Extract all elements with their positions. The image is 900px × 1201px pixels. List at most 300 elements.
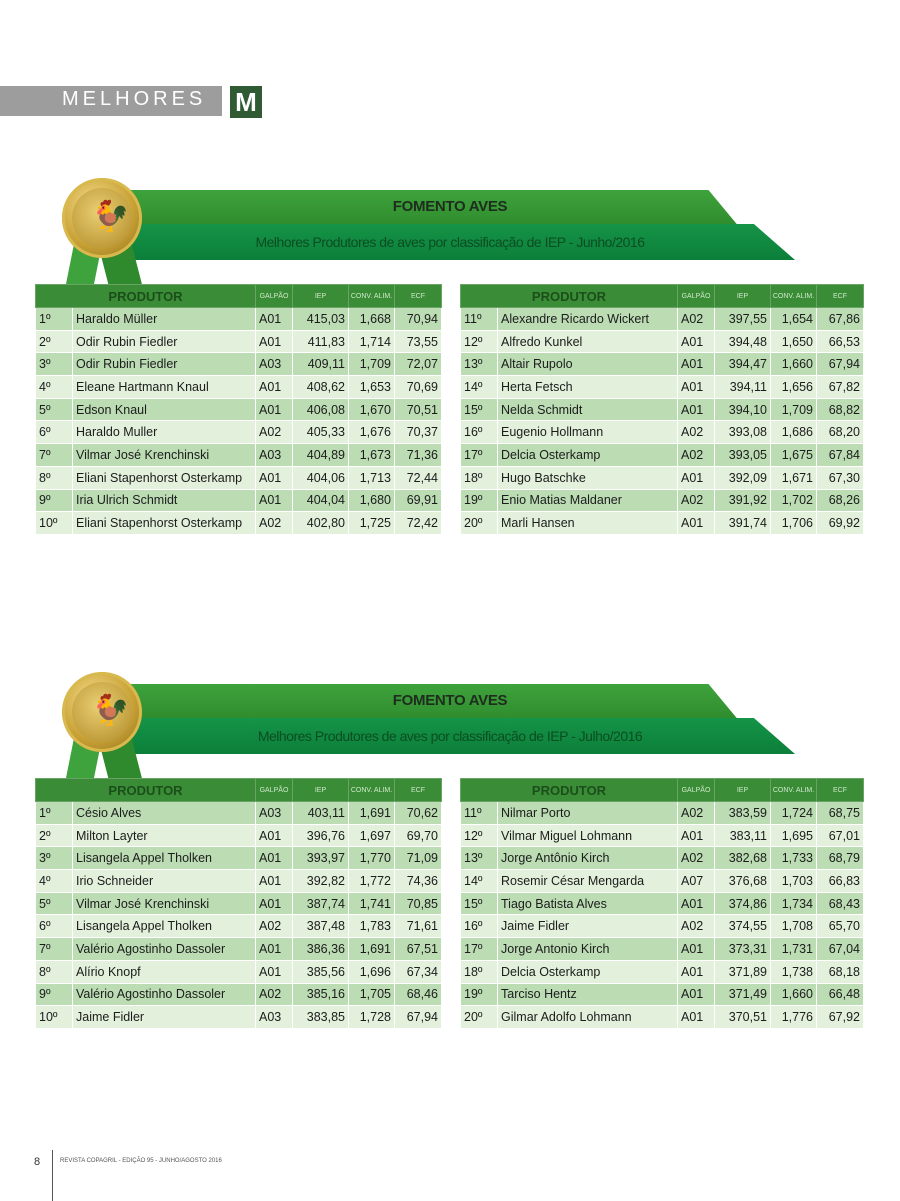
producer-cell: Haraldo Muller (73, 421, 256, 444)
iep-cell: 391,92 (715, 489, 771, 512)
table-row (36, 870, 442, 893)
iep-cell: 394,10 (715, 398, 771, 421)
ecf-cell: 70,85 (395, 892, 442, 915)
ecf-cell: 71,61 (395, 915, 442, 938)
galpao-cell: A02 (678, 444, 715, 467)
producer-cell: Iria Ulrich Schmidt (73, 489, 256, 512)
ecf-cell: 67,94 (395, 1006, 442, 1029)
table-row (461, 983, 864, 1006)
rank-cell: 5º (36, 398, 73, 421)
conv-cell: 1,671 (771, 466, 817, 489)
rank-cell: 1º (36, 308, 73, 331)
producer-cell: Vilmar José Krenchinski (73, 444, 256, 467)
table-row (36, 308, 442, 331)
table-row (461, 421, 864, 444)
iep-cell: 411,83 (293, 330, 349, 353)
galpao-cell: A02 (256, 983, 293, 1006)
ecf-cell: 74,36 (395, 870, 442, 893)
rank-cell: 20º (461, 512, 498, 535)
galpao-cell: A01 (678, 512, 715, 535)
iep-cell: 386,36 (293, 938, 349, 961)
galpao-cell: A01 (256, 489, 293, 512)
header-galp-o: GALPÃO (678, 779, 715, 802)
rank-cell: 7º (36, 938, 73, 961)
ecf-cell: 68,18 (817, 960, 864, 983)
header-ecf: ECF (817, 779, 864, 802)
producer-cell: Odir Rubin Fiedler (73, 353, 256, 376)
table-row (461, 960, 864, 983)
producer-cell: Odir Rubin Fiedler (73, 330, 256, 353)
rank-cell: 14º (461, 870, 498, 893)
producer-cell: Valério Agostinho Dassoler (73, 983, 256, 1006)
galpao-cell: A01 (678, 824, 715, 847)
ecf-cell: 71,36 (395, 444, 442, 467)
galpao-cell: A02 (256, 915, 293, 938)
producer-cell: Edson Knaul (73, 398, 256, 421)
page-number: 8 (34, 1156, 41, 1168)
ranking-block-july (0, 666, 900, 1046)
rank-cell: 18º (461, 960, 498, 983)
galpao-cell: A01 (678, 938, 715, 961)
iep-cell: 392,09 (715, 466, 771, 489)
galpao-cell: A03 (256, 1006, 293, 1029)
conv-cell: 1,770 (349, 847, 395, 870)
producer-cell: Jaime Fidler (73, 1006, 256, 1029)
conv-cell: 1,772 (349, 870, 395, 893)
rank-cell: 6º (36, 421, 73, 444)
iep-cell: 385,56 (293, 960, 349, 983)
rank-cell: 4º (36, 376, 73, 399)
galpao-cell: A01 (256, 870, 293, 893)
conv-cell: 1,708 (771, 915, 817, 938)
producer-cell: Marli Hansen (498, 512, 678, 535)
ranking-block-june (0, 172, 900, 552)
header-iep: IEP (293, 285, 349, 308)
iep-cell: 404,06 (293, 466, 349, 489)
table-row (36, 376, 442, 399)
header-iep: IEP (715, 779, 771, 802)
table-row (36, 512, 442, 535)
rank-cell: 8º (36, 960, 73, 983)
rank-cell: 4º (36, 870, 73, 893)
table-row (36, 824, 442, 847)
table-row (461, 802, 864, 825)
producer-cell: Césio Alves (73, 802, 256, 825)
ranking-table-right (460, 778, 864, 1029)
table-row (461, 824, 864, 847)
table-row (461, 892, 864, 915)
producer-cell: Tarciso Hentz (498, 983, 678, 1006)
ecf-cell: 66,48 (817, 983, 864, 1006)
rank-cell: 9º (36, 983, 73, 1006)
iep-cell: 394,11 (715, 376, 771, 399)
galpao-cell: A01 (256, 938, 293, 961)
conv-cell: 1,656 (771, 376, 817, 399)
rank-cell: 19º (461, 489, 498, 512)
conv-cell: 1,680 (349, 489, 395, 512)
rank-cell: 13º (461, 847, 498, 870)
galpao-cell: A03 (256, 802, 293, 825)
conv-cell: 1,705 (349, 983, 395, 1006)
producer-cell: Eugenio Hollmann (498, 421, 678, 444)
table-row (461, 330, 864, 353)
iep-cell: 374,55 (715, 915, 771, 938)
conv-cell: 1,783 (349, 915, 395, 938)
ecf-cell: 70,94 (395, 308, 442, 331)
iep-cell: 415,03 (293, 308, 349, 331)
producer-cell: Eleane Hartmann Knaul (73, 376, 256, 399)
iep-cell: 403,11 (293, 802, 349, 825)
conv-cell: 1,670 (349, 398, 395, 421)
iep-cell: 391,74 (715, 512, 771, 535)
iep-cell: 383,85 (293, 1006, 349, 1029)
rank-cell: 15º (461, 398, 498, 421)
iep-cell: 376,68 (715, 870, 771, 893)
rank-cell: 11º (461, 308, 498, 331)
galpao-cell: A01 (256, 376, 293, 399)
table-row (36, 489, 442, 512)
iep-cell: 392,82 (293, 870, 349, 893)
iep-cell: 371,89 (715, 960, 771, 983)
producer-cell: Enio Matias Maldaner (498, 489, 678, 512)
conv-cell: 1,702 (771, 489, 817, 512)
header-ecf: ECF (395, 779, 442, 802)
producer-cell: Nilmar Porto (498, 802, 678, 825)
table-row (461, 489, 864, 512)
header-galp-o: GALPÃO (256, 285, 293, 308)
iep-cell: 387,48 (293, 915, 349, 938)
section-label: MELHORES (62, 88, 207, 110)
ecf-cell: 68,82 (817, 398, 864, 421)
producer-cell: Vilmar Miguel Lohmann (498, 824, 678, 847)
ecf-cell: 66,53 (817, 330, 864, 353)
table-row (461, 398, 864, 421)
conv-cell: 1,676 (349, 421, 395, 444)
ecf-cell: 67,86 (817, 308, 864, 331)
producer-cell: Milton Layter (73, 824, 256, 847)
rank-cell: 19º (461, 983, 498, 1006)
ecf-cell: 66,83 (817, 870, 864, 893)
galpao-cell: A02 (678, 308, 715, 331)
iep-cell: 404,04 (293, 489, 349, 512)
conv-cell: 1,709 (349, 353, 395, 376)
header-ecf: ECF (395, 285, 442, 308)
conv-cell: 1,668 (349, 308, 395, 331)
rank-cell: 18º (461, 466, 498, 489)
galpao-cell: A01 (256, 847, 293, 870)
conv-cell: 1,734 (771, 892, 817, 915)
producer-cell: Jorge Antônio Kirch (498, 847, 678, 870)
ranking-table-right (460, 284, 864, 535)
table-row (461, 1006, 864, 1029)
table-row (461, 376, 864, 399)
ecf-cell: 68,20 (817, 421, 864, 444)
producer-cell: Vilmar José Krenchinski (73, 892, 256, 915)
rank-cell: 11º (461, 802, 498, 825)
galpao-cell: A01 (678, 466, 715, 489)
ecf-cell: 65,70 (817, 915, 864, 938)
conv-cell: 1,691 (349, 938, 395, 961)
ecf-cell: 70,62 (395, 802, 442, 825)
galpao-cell: A02 (678, 421, 715, 444)
header-produtor: PRODUTOR (461, 285, 678, 308)
iep-cell: 370,51 (715, 1006, 771, 1029)
ranking-table-left (35, 284, 442, 535)
conv-cell: 1,741 (349, 892, 395, 915)
table-row (461, 308, 864, 331)
table-row (36, 1006, 442, 1029)
iep-cell: 406,08 (293, 398, 349, 421)
conv-cell: 1,713 (349, 466, 395, 489)
galpao-cell: A01 (678, 1006, 715, 1029)
galpao-cell: A02 (678, 489, 715, 512)
galpao-cell: A07 (678, 870, 715, 893)
ecf-cell: 67,30 (817, 466, 864, 489)
rank-cell: 7º (36, 444, 73, 467)
header-produtor: PRODUTOR (36, 779, 256, 802)
rank-cell: 5º (36, 892, 73, 915)
iep-cell: 371,49 (715, 983, 771, 1006)
rank-cell: 2º (36, 330, 73, 353)
iep-cell: 393,97 (293, 847, 349, 870)
table-row (461, 915, 864, 938)
header-produtor: PRODUTOR (36, 285, 256, 308)
conv-cell: 1,650 (771, 330, 817, 353)
rank-cell: 3º (36, 847, 73, 870)
ecf-cell: 68,46 (395, 983, 442, 1006)
producer-cell: Irio Schneider (73, 870, 256, 893)
galpao-cell: A02 (678, 802, 715, 825)
table-row (36, 983, 442, 1006)
producer-cell: Jorge Antonio Kirch (498, 938, 678, 961)
section-badge: M (230, 86, 262, 118)
producer-cell: Jaime Fidler (498, 915, 678, 938)
galpao-cell: A01 (678, 960, 715, 983)
iep-cell: 408,62 (293, 376, 349, 399)
rooster-medal-icon (62, 178, 142, 258)
rank-cell: 12º (461, 330, 498, 353)
iep-cell: 383,11 (715, 824, 771, 847)
rank-cell: 20º (461, 1006, 498, 1029)
ecf-cell: 72,44 (395, 466, 442, 489)
galpao-cell: A01 (678, 330, 715, 353)
conv-cell: 1,697 (349, 824, 395, 847)
iep-cell: 385,16 (293, 983, 349, 1006)
ecf-cell: 67,34 (395, 960, 442, 983)
iep-cell: 402,80 (293, 512, 349, 535)
ecf-cell: 67,92 (817, 1006, 864, 1029)
header-iep: IEP (715, 285, 771, 308)
block-title: FOMENTO AVES (392, 692, 508, 709)
producer-cell: Haraldo Müller (73, 308, 256, 331)
rank-cell: 10º (36, 1006, 73, 1029)
table-row (36, 938, 442, 961)
table-row (461, 847, 864, 870)
producer-cell: Eliani Stapenhorst Osterkamp (73, 466, 256, 489)
iep-cell: 373,31 (715, 938, 771, 961)
rank-cell: 17º (461, 938, 498, 961)
conv-cell: 1,673 (349, 444, 395, 467)
iep-cell: 383,59 (715, 802, 771, 825)
producer-cell: Herta Fetsch (498, 376, 678, 399)
ecf-cell: 69,92 (817, 512, 864, 535)
conv-cell: 1,653 (349, 376, 395, 399)
producer-cell: Valério Agostinho Dassoler (73, 938, 256, 961)
ranking-table-left (35, 778, 442, 1029)
ecf-cell: 68,75 (817, 802, 864, 825)
ecf-cell: 73,55 (395, 330, 442, 353)
conv-cell: 1,675 (771, 444, 817, 467)
header-ecf: ECF (817, 285, 864, 308)
rank-cell: 12º (461, 824, 498, 847)
conv-cell: 1,731 (771, 938, 817, 961)
conv-cell: 1,725 (349, 512, 395, 535)
table-row (36, 892, 442, 915)
ecf-cell: 70,51 (395, 398, 442, 421)
footer-divider (52, 1150, 53, 1201)
producer-cell: Hugo Batschke (498, 466, 678, 489)
table-row (36, 802, 442, 825)
rank-cell: 16º (461, 915, 498, 938)
rooster-icon: 🐓 (92, 694, 130, 727)
ecf-cell: 69,91 (395, 489, 442, 512)
iep-cell: 394,47 (715, 353, 771, 376)
header-galp-o: GALPÃO (678, 285, 715, 308)
conv-cell: 1,660 (771, 353, 817, 376)
galpao-cell: A01 (256, 824, 293, 847)
iep-cell: 397,55 (715, 308, 771, 331)
producer-cell: Gilmar Adolfo Lohmann (498, 1006, 678, 1029)
galpao-cell: A01 (256, 308, 293, 331)
rank-cell: 2º (36, 824, 73, 847)
producer-cell: Nelda Schmidt (498, 398, 678, 421)
galpao-cell: A01 (256, 892, 293, 915)
ecf-cell: 67,84 (817, 444, 864, 467)
conv-cell: 1,703 (771, 870, 817, 893)
rooster-icon: 🐓 (92, 200, 130, 233)
producer-cell: Tiago Batista Alves (498, 892, 678, 915)
rank-cell: 1º (36, 802, 73, 825)
table-row (461, 512, 864, 535)
galpao-cell: A01 (678, 398, 715, 421)
producer-cell: Lisangela Appel Tholken (73, 915, 256, 938)
conv-cell: 1,724 (771, 802, 817, 825)
rank-cell: 13º (461, 353, 498, 376)
ecf-cell: 70,37 (395, 421, 442, 444)
galpao-cell: A01 (256, 960, 293, 983)
table-row (36, 847, 442, 870)
conv-cell: 1,654 (771, 308, 817, 331)
producer-cell: Eliani Stapenhorst Osterkamp (73, 512, 256, 535)
rank-cell: 3º (36, 353, 73, 376)
iep-cell: 393,08 (715, 421, 771, 444)
conv-cell: 1,776 (771, 1006, 817, 1029)
rooster-medal-icon (62, 672, 142, 752)
ecf-cell: 67,51 (395, 938, 442, 961)
table-row (36, 960, 442, 983)
ecf-cell: 72,07 (395, 353, 442, 376)
galpao-cell: A02 (256, 512, 293, 535)
conv-cell: 1,691 (349, 802, 395, 825)
conv-cell: 1,696 (349, 960, 395, 983)
galpao-cell: A01 (256, 466, 293, 489)
header-conv-alim-: CONV. ALIM. (771, 779, 817, 802)
galpao-cell: A01 (678, 376, 715, 399)
producer-cell: Altair Rupolo (498, 353, 678, 376)
galpao-cell: A01 (256, 398, 293, 421)
table-row (36, 330, 442, 353)
ecf-cell: 68,79 (817, 847, 864, 870)
table-row (36, 421, 442, 444)
ecf-cell: 67,04 (817, 938, 864, 961)
rank-cell: 14º (461, 376, 498, 399)
rank-cell: 8º (36, 466, 73, 489)
galpao-cell: A02 (678, 847, 715, 870)
rank-cell: 6º (36, 915, 73, 938)
ecf-cell: 68,43 (817, 892, 864, 915)
iep-cell: 409,11 (293, 353, 349, 376)
rank-cell: 9º (36, 489, 73, 512)
galpao-cell: A01 (678, 983, 715, 1006)
footer-text: REVISTA COPAGRIL - EDIÇÃO 95 - JUNHO/AGOSTO 2016 (60, 1158, 222, 1164)
producer-cell: Rosemir César Mengarda (498, 870, 678, 893)
rank-cell: 15º (461, 892, 498, 915)
galpao-cell: A01 (678, 892, 715, 915)
table-row (36, 444, 442, 467)
conv-cell: 1,728 (349, 1006, 395, 1029)
ecf-cell: 67,01 (817, 824, 864, 847)
ecf-cell: 69,70 (395, 824, 442, 847)
conv-cell: 1,706 (771, 512, 817, 535)
table-row (461, 938, 864, 961)
producer-cell: Delcia Osterkamp (498, 444, 678, 467)
producer-cell: Alexandre Ricardo Wickert (498, 308, 678, 331)
iep-cell: 393,05 (715, 444, 771, 467)
iep-cell: 374,86 (715, 892, 771, 915)
iep-cell: 387,74 (293, 892, 349, 915)
conv-cell: 1,733 (771, 847, 817, 870)
table-row (36, 466, 442, 489)
iep-cell: 396,76 (293, 824, 349, 847)
table-row (36, 353, 442, 376)
header-galp-o: GALPÃO (256, 779, 293, 802)
ecf-cell: 72,42 (395, 512, 442, 535)
table-row (461, 466, 864, 489)
ecf-cell: 70,69 (395, 376, 442, 399)
rank-cell: 10º (36, 512, 73, 535)
conv-cell: 1,738 (771, 960, 817, 983)
galpao-cell: A02 (256, 421, 293, 444)
header-iep: IEP (293, 779, 349, 802)
producer-cell: Lisangela Appel Tholken (73, 847, 256, 870)
producer-cell: Delcia Osterkamp (498, 960, 678, 983)
ecf-cell: 67,82 (817, 376, 864, 399)
conv-cell: 1,709 (771, 398, 817, 421)
iep-cell: 404,89 (293, 444, 349, 467)
rank-cell: 16º (461, 421, 498, 444)
ecf-cell: 68,26 (817, 489, 864, 512)
table-row (36, 398, 442, 421)
table-row (461, 444, 864, 467)
galpao-cell: A03 (256, 444, 293, 467)
block-subtitle: Melhores Produtores de aves por classificação de IEP - Junho/2016 (255, 234, 645, 250)
header-conv-alim-: CONV. ALIM. (349, 779, 395, 802)
galpao-cell: A02 (678, 915, 715, 938)
producer-cell: Alfredo Kunkel (498, 330, 678, 353)
conv-cell: 1,686 (771, 421, 817, 444)
table-row (461, 870, 864, 893)
galpao-cell: A03 (256, 353, 293, 376)
